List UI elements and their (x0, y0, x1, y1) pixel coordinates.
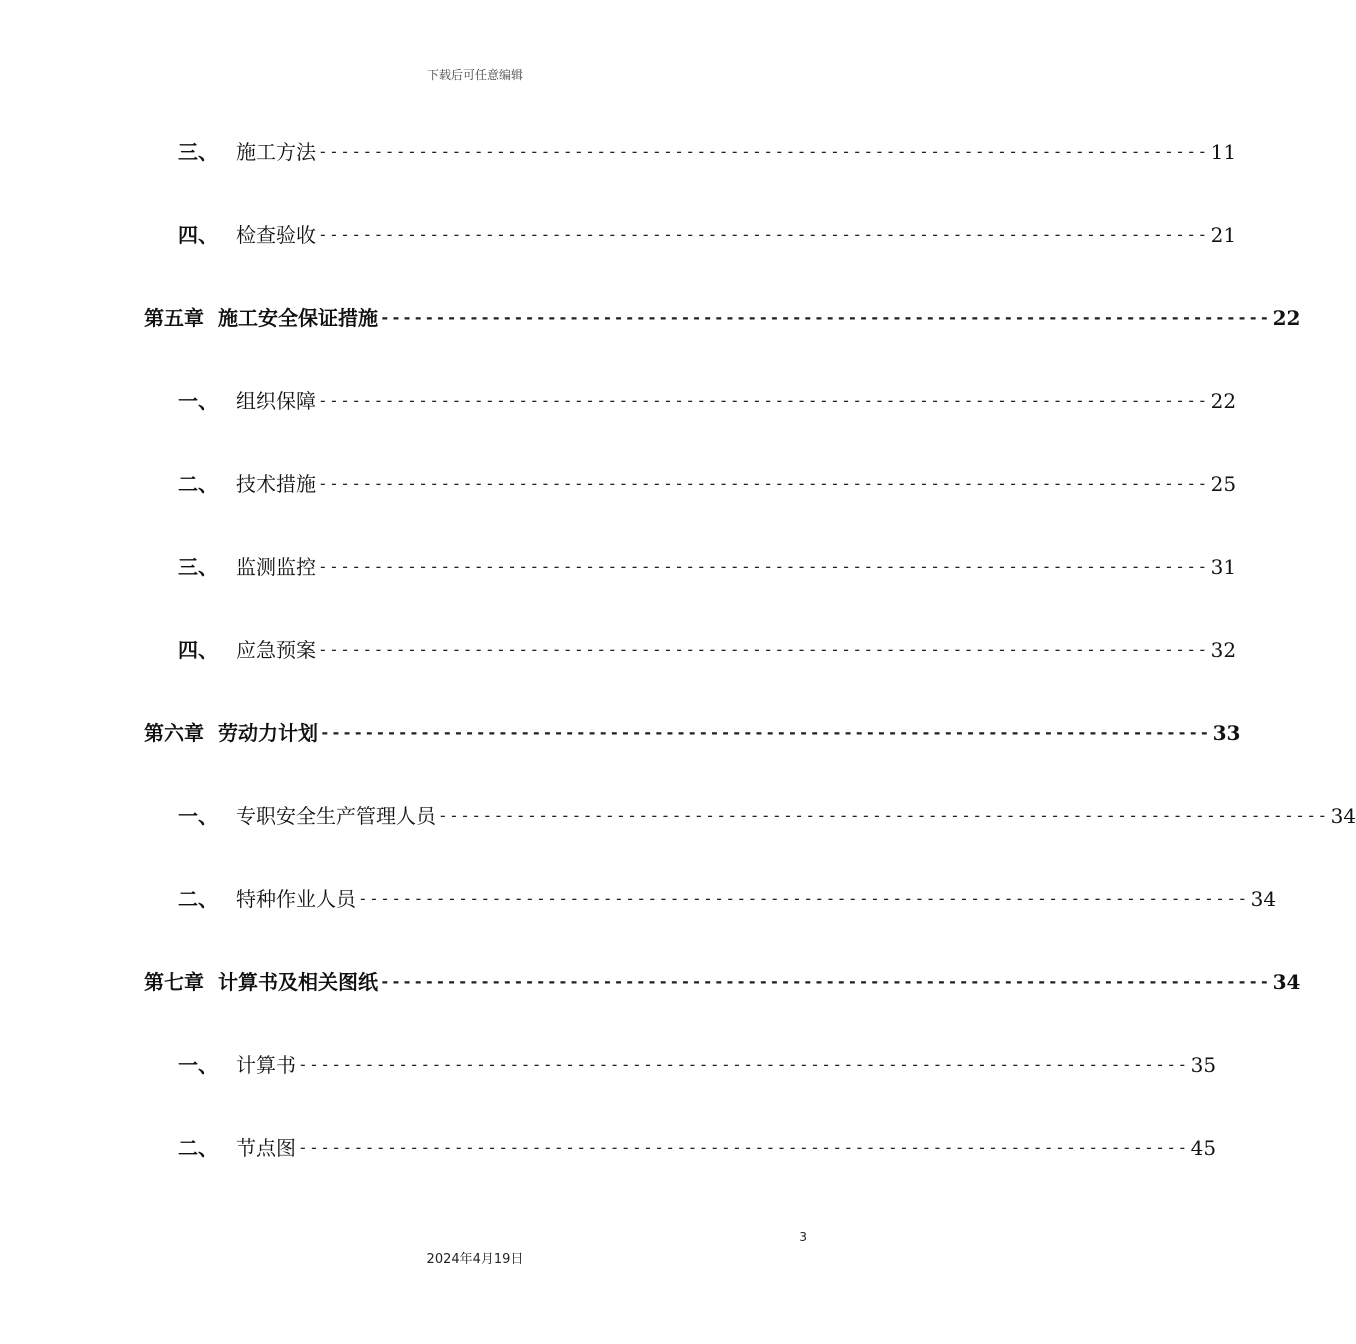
toc-entry-number: 三、 (178, 555, 218, 579)
toc-entry-page: 34 (1330, 804, 1356, 828)
toc-entry-number: 一、 (178, 804, 218, 828)
toc-entry-title: 检查验收 (236, 223, 316, 247)
toc-entry-number: 二、 (178, 887, 218, 911)
toc-leader: -------------------------------------------------------------------------------- (318, 142, 1209, 161)
toc-chapter-number: 第七章 (144, 970, 204, 994)
toc-entry-page: 25 (1210, 472, 1237, 496)
toc-entry[interactable] (144, 213, 1237, 296)
toc-entry-number: 三、 (178, 140, 218, 164)
toc-entry-page: 22 (1210, 389, 1237, 413)
toc-entry-page: 11 (1210, 140, 1237, 164)
toc-entry-number: 四、 (178, 223, 218, 247)
toc-chapter-entry[interactable] (144, 960, 1301, 1043)
toc-entry[interactable] (144, 462, 1237, 545)
toc-leader: -------------------------------------------------------------------------------- (320, 723, 1211, 742)
toc-entry-number: 二、 (178, 1136, 218, 1160)
toc-entry-number: 一、 (178, 389, 218, 413)
toc-entry-title: 节点图 (236, 1136, 296, 1160)
toc-leader: -------------------------------------------------------------------------------- (318, 391, 1209, 410)
toc-leader: -------------------------------------------------------------------------------- (298, 1138, 1189, 1157)
toc-chapter-title: 计算书及相关图纸 (218, 970, 378, 994)
toc-entry[interactable] (144, 130, 1237, 213)
toc-entry-title: 计算书 (236, 1053, 296, 1077)
page-number: 3 (799, 1230, 807, 1244)
toc-entry-title: 特种作业人员 (236, 887, 356, 911)
toc-entry-title: 组织保障 (236, 389, 316, 413)
toc-entry-page: 21 (1210, 223, 1237, 247)
toc-entry-title: 监测监控 (236, 555, 316, 579)
toc-chapter-entry[interactable] (144, 296, 1301, 379)
toc-leader: -------------------------------------------------------------------------------- (318, 640, 1209, 659)
toc-entry-page: 31 (1210, 555, 1237, 579)
toc-leader: -------------------------------------------------------------------------------- (380, 308, 1271, 327)
header-note: 下载后可任意编辑 (426, 68, 523, 82)
toc-leader: -------------------------------------------------------------------------------- (318, 557, 1209, 576)
toc-entry-page: 32 (1210, 638, 1237, 662)
toc-entry-title: 施工方法 (236, 140, 316, 164)
toc-entry[interactable] (144, 794, 1356, 877)
toc-entry[interactable] (144, 1126, 1217, 1209)
toc-leader: -------------------------------------------------------------------------------- (318, 474, 1209, 493)
toc-chapter-number: 第六章 (144, 721, 204, 745)
toc-entry[interactable] (144, 545, 1237, 628)
toc-entry-number: 二、 (178, 472, 218, 496)
table-of-contents (144, 130, 1356, 1209)
toc-leader: -------------------------------------------------------------------------------- (438, 806, 1329, 825)
toc-entry[interactable] (144, 1043, 1217, 1126)
toc-entry-title: 应急预案 (236, 638, 316, 662)
toc-leader: -------------------------------------------------------------------------------- (318, 225, 1209, 244)
toc-entry-page: 34 (1250, 887, 1277, 911)
toc-entry-title: 技术措施 (236, 472, 316, 496)
toc-chapter-title: 劳动力计划 (218, 721, 318, 745)
toc-entry[interactable] (144, 628, 1237, 711)
toc-leader: -------------------------------------------------------------------------------- (298, 1055, 1189, 1074)
toc-chapter-number: 第五章 (144, 306, 204, 330)
toc-chapter-entry[interactable] (144, 711, 1241, 794)
toc-entry-number: 一、 (178, 1053, 218, 1077)
toc-chapter-page: 34 (1272, 970, 1301, 994)
toc-entry-title: 专职安全生产管理人员 (236, 804, 436, 828)
toc-leader: -------------------------------------------------------------------------------- (358, 889, 1249, 908)
toc-entry[interactable] (144, 877, 1277, 960)
toc-entry-number: 四、 (178, 638, 218, 662)
toc-leader: -------------------------------------------------------------------------------- (380, 972, 1271, 991)
toc-chapter-page: 22 (1272, 306, 1301, 330)
footer-date: 2024年4月19日 (426, 1252, 524, 1267)
toc-entry-page: 35 (1190, 1053, 1217, 1077)
toc-entry[interactable] (144, 379, 1237, 462)
toc-chapter-title: 施工安全保证措施 (218, 306, 378, 330)
toc-chapter-page: 33 (1212, 721, 1241, 745)
toc-entry-page: 45 (1190, 1136, 1217, 1160)
